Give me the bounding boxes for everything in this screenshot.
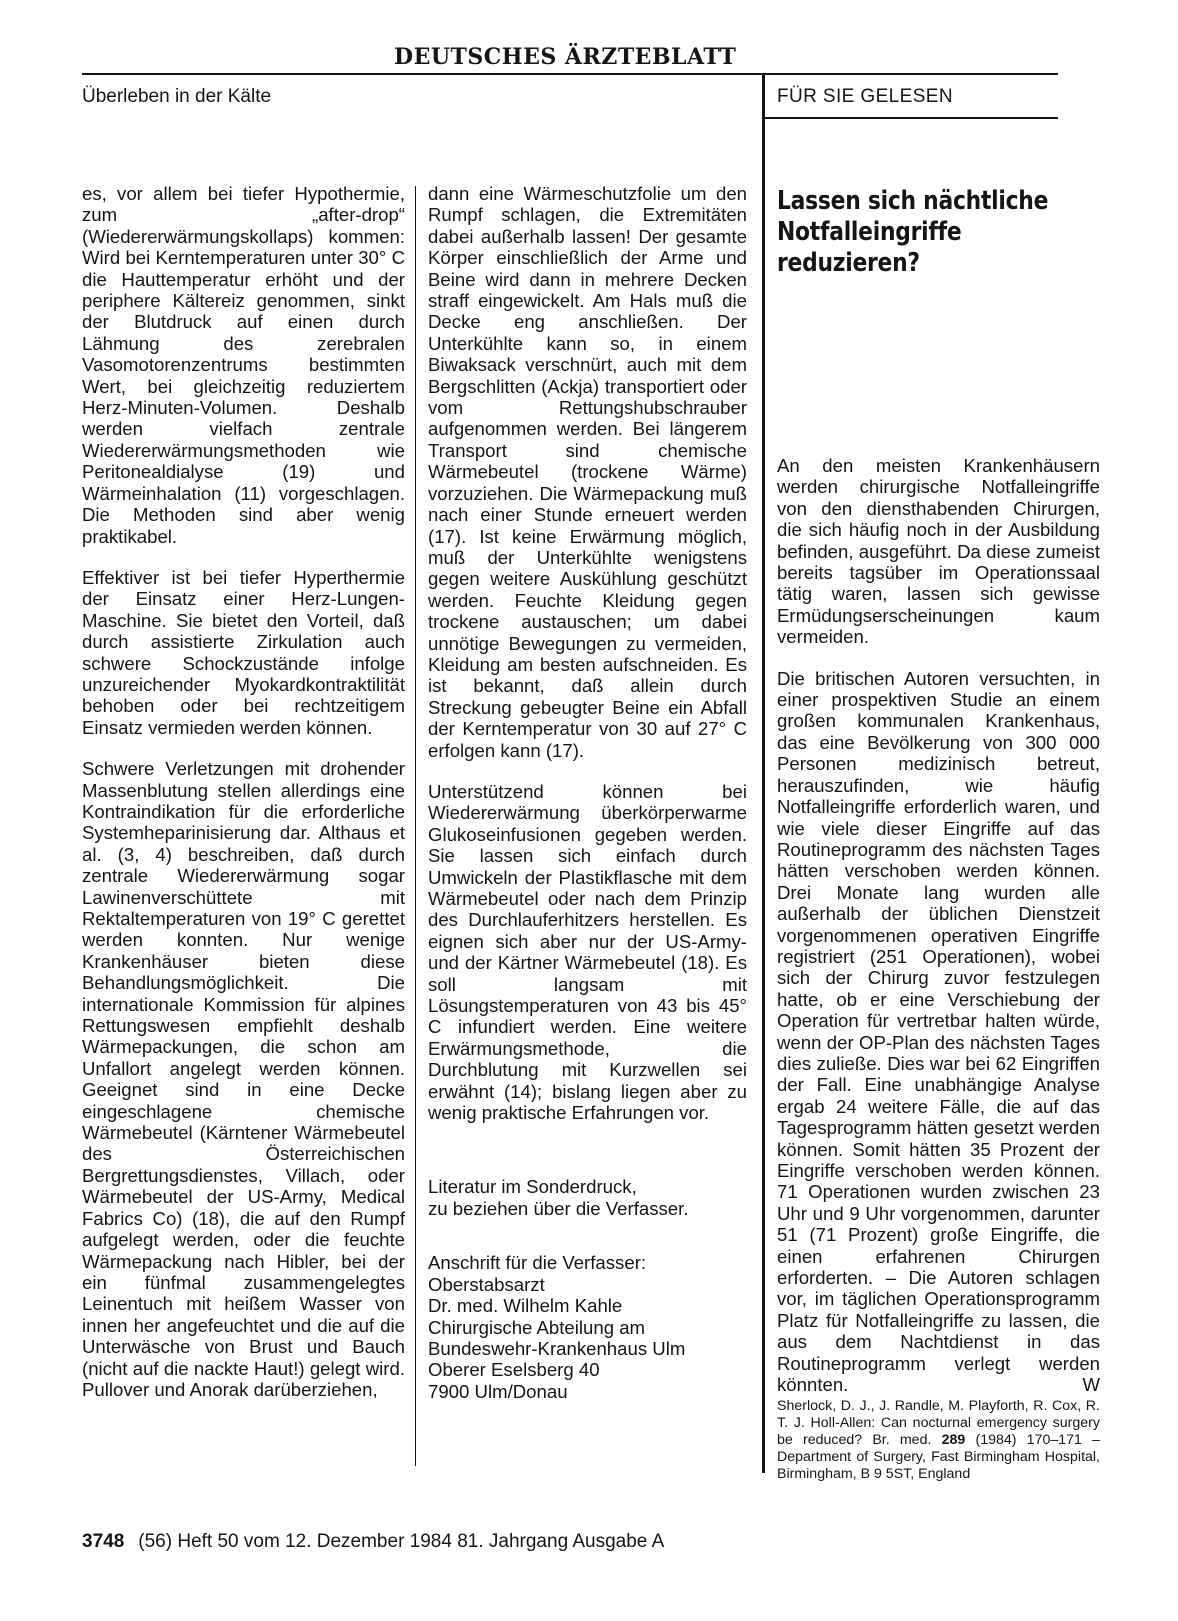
column-divider-vertical xyxy=(762,73,765,1473)
article-column-2 xyxy=(428,183,747,1402)
article-column-3 xyxy=(777,455,1100,1415)
literature-line: Literatur im Sonderdruck, xyxy=(428,1176,637,1198)
paragraph: es, vor allem bei tiefer Hypothermie, zum „after-drop“ (Wiedererwärmungskollaps) kommen: Wird bei Kerntemperaturen unter 30° C die Hauttemperatur erhöht und der periphere Kältereiz genommen, sinkt der Blutdruck auf einen durch Lähmung des zerebralen Vasomotorenzentrums bestimmten Wert, bei gleichzeitig reduziertem Herz-Minuten-Volumen. Deshalb werden vielfach zentrale Wiedererwärmungsmethoden wie Peritonealdialyse (19) und Wärmeinhalation (11) vorgeschlagen. Die Methoden sind aber wenig praktikabel. xyxy=(82,183,405,547)
paragraph: Unterstützend können bei Wiedererwärmung überkörperwarme Glukoseinfusionen gegeben werden. Sie lassen sich einfach durch Umwickeln der Plastikflasche mit dem Wärmebeutel oder nach dem Prinzip des Durchlauferhitzers herstellen. Es eignen sich aber nur der US-Army- und der Kärtner Wärmebeutel (18). Es soll langsam mit Lösungstemperaturen von 43 bis 45° C infundiert werden. Eine weitere Erwärmungsmethode, die Durchblutung mit Kurzwellen sei erwähnt (14); bislang liegen aber zu wenig praktische Erfahrungen vor. xyxy=(428,780,747,1124)
paragraph: Effektiver ist bei tiefer Hyperthermie der Einsatz einer Herz-Lungen-Maschine. Sie bietet den Vorteil, daß durch assistierte Zirkulation auch schwere Schockzustände infolge unzureichender Myokardkontraktilität behoben oder bei rechtzeitigem Einsatz vermieden werden können. xyxy=(82,566,405,738)
reference-text: (1984) 170–171 – Department of Surgery, Fast Birmingham Hospital, Birmingham, B 9 5ST, England xyxy=(777,1432,1100,1482)
address-line: 7900 Ulm/Donau xyxy=(428,1380,568,1402)
address-line: Bundeswehr-Krankenhaus Ulm xyxy=(428,1337,686,1359)
paragraph: dann eine Wärmeschutzfolie um den Rumpf schlagen, die Extremitäten dabei außerhalb lassen! Der gesamte Körper einschließlich der Arme und Beine wird dann in mehrere Decken straff eingewickelt. Am Hals muß die Decke eng anschließen. Der Unterkühlte kann so, in einem Biwaksack verschnürt, auch mit dem Bergschlitten (Ackja) transportiert oder vom Rettungshubschrauber aufgenommen werden. Bei längerem Transport sind chemische Wärmebeutel (trockene Wärme) vorzuziehen. Die Wärmepackung muß nach einer Stunde erneuert werden (17). Ist keine Erwärmung möglich, muß der Unterkühlte wenigstens gegen weitere Auskühlung geschützt werden. Feuchte Kleidung gegen trockene austauschen; um dabei unnötige Bewegungen zu vermeiden, Kleidung am besten aufschneiden. Es ist bekannt, daß allein durch Streckung gebeugter Beine ein Abfall der Kerntemperatur von 30 auf 27° C erfolgen kann (17). xyxy=(428,183,747,761)
page-footer xyxy=(82,1531,664,1553)
page-number: 3748 xyxy=(82,1531,125,1552)
author-signature: W xyxy=(1082,1374,1100,1396)
reference-volume: 289 xyxy=(941,1432,966,1448)
address-line: Oberer Eselsberg 40 xyxy=(428,1359,600,1381)
address-line: Dr. med. Wilhelm Kahle xyxy=(428,1295,623,1317)
literature-line: zu beziehen über die Verfasser. xyxy=(428,1197,689,1219)
literature-note xyxy=(428,1176,747,1219)
address-line: Anschrift für die Verfasser: xyxy=(428,1252,647,1274)
address-line: Chirurgische Abteilung am xyxy=(428,1316,646,1338)
column-divider-thin xyxy=(415,186,416,1466)
address-line: Oberstabsarzt xyxy=(428,1273,545,1295)
masthead-title: DEUTSCHES ÄRZTEBLATT xyxy=(394,44,737,70)
article-column-1 xyxy=(82,183,405,1420)
reference-citation xyxy=(777,1398,1100,1483)
paragraph-text: Die britischen Autoren versuchten, in einer prospektiven Studie an einem großen kommunalen Krankenhaus, das eine Bevölkerung von 300 000 Personen medizinisch betreut, herauszufinden, wie häufig Notfalleingriffe erforderlich waren, und wie viele dieser Eingriffe auf das Routineprogramm des nächsten Tages hätten verschoben werden können. Drei Monate lang wurden alle außerhalb der üblichen Dienstzeit vorgenommenen operativen Eingriffe registriert (251 Operationen), wobei sich der Chirurg zuvor festzulegen hatte, ob er eine Verschiebung der Operation für vertretbar halten würde, wenn der OP-Plan des nächsten Tages dies zuließe. Dies war bei 62 Eingriffen der Fall. Eine unabhängige Analyse ergab 24 weitere Fälle, die auf das Tagesprogramm hätten gesetzt werden können. Somit hätten 35 Prozent der Eingriffe verschoben werden können. 71 Operationen wurden zwischen 23 Uhr und 9 Uhr vorgenommen, darunter 51 (71 Prozent) große Eingriffe, die einen erfahrenen Chirurgen erforderten. – Die Autoren schlagen vor, im täglichen Operationsprogramm Platz für Notfalleingriffe zu lassen, die aus dem Nachtdienst in das Routineprogramm verlegt werden könnten. xyxy=(777,667,1100,1396)
section-label-right: FÜR SIE GELESEN xyxy=(777,86,953,107)
article-headline: Lassen sich nächtliche Notfalleingriffe reduzieren? xyxy=(777,186,1049,278)
paragraph xyxy=(777,668,1100,1396)
header-rule-top xyxy=(82,73,1058,75)
section-label-left: Überleben in der Kälte xyxy=(82,86,272,107)
reference-text: Sherlock, D. J., J. Randle, M. Playforth, R. Cox, R. T. J. Holl-Allen: Can nocturnal emergency surgery be reduced? Br. med. xyxy=(777,1398,1100,1448)
issue-info: (56) Heft 50 vom 12. Dezember 1984 81. Jahrgang Ausgabe A xyxy=(138,1531,665,1552)
paragraph: Schwere Verletzungen mit drohender Massenblutung stellen allerdings eine Kontraindikation für die erforderliche Systemheparinisierung dar. Althaus et al. (3, 4) beschreiben, daß durch zentrale Wiedererwärmung sogar Lawinenverschüttete mit Rektaltemperaturen von 19° C gerettet werden konnten. Nur wenige Krankenhäuser bieten diese Behandlungsmöglichkeit. Die internationale Kommission für alpines Rettungswesen empfiehlt deshalb Wärmepackungen, die schon am Unfallort angelegt werden können. Geeignet sind in eine Decke eingeschlagene chemische Wärmebeutel (Kärntener Wärmebeutel des Österreichischen Bergrettungsdienstes, Villach, oder Wärmebeutel der US-Army, Medical Fabrics Co) (18), die auf den Rumpf aufgelegt werden, oder die feuchte Wärmepackung nach Hibler, bei der ein fünfmal zusammengelegtes Leinentuch mit heißem Wasser von innen her angefeuchtet und die auf die Unterwäsche von Brust und Bauch (nicht auf die nackte Haut!) gelegt wird. Pullover und Anorak darüberziehen, xyxy=(82,758,405,1400)
author-address xyxy=(428,1252,747,1402)
paragraph: An den meisten Krankenhäusern werden chirurgische Notfalleingriffe von den diensthabenden Chirurgen, die sich häufig noch in der Ausbildung befinden, ausgeführt. Da diese zumeist bereits tagsüber im Operationssaal tätig waren, lassen sich gewisse Ermüdungserscheinungen kaum vermeiden. xyxy=(777,455,1100,648)
section-rule-right xyxy=(765,117,1058,119)
